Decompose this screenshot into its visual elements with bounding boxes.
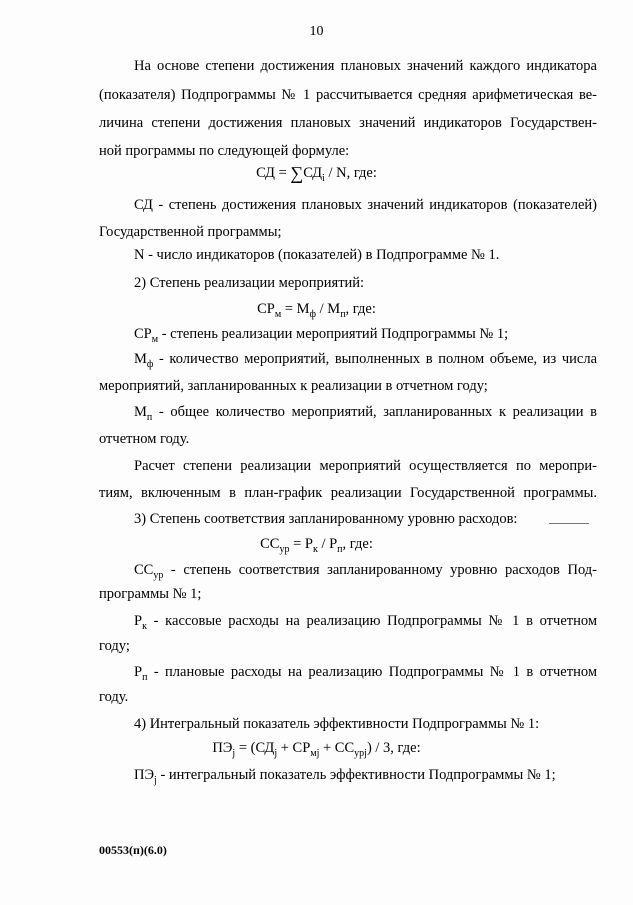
definition-line: N - число индикаторов (показателей) в Подпрограмме № 1. [134,247,500,263]
paragraph-line: ной программы по следующей формуле: [99,143,350,159]
paragraph-line: На основе степени достижения плановых значений каждого индикатора [134,58,597,74]
definition-line: программы № 1; [99,586,202,602]
footer-code: 00553(п)(6.0) [99,843,167,857]
definition-line: $М_п$ - общее количество мероприятий, запланированных к реализации в [134,404,597,423]
definition-line: Государственной программы; [99,224,282,240]
definition-line: СД - степень достижения плановых значений индикаторов (показателей) [134,197,597,213]
page-number: 10 [309,24,324,39]
definition-line: году. [99,689,129,705]
definition-line: $ПЭ_j$ - интегральный показатель эффективности Подпрограммы № 1; [134,767,556,786]
definition-line: году; [99,638,130,654]
section-heading: 3) Степень соответствия запланированному уровню расходов: [134,511,518,527]
formula-events: $СР_м = М_ф / М_п$, где: [257,301,376,320]
paragraph-line: тиям, включенным в план-график реализации Государственной программы. [99,485,597,501]
paragraph-line: (показателя) Подпрограммы № 1 рассчитывается средняя арифметическая ве- [99,87,597,103]
definition-line: $СС_{ур}$ - степень соответствия запланированному уровню расходов Под- [134,562,597,581]
sigma-symbol: ∑ [290,163,304,183]
formula-integral: $ПЭ_j = (СД_j + СР_{мj} + СС_{урj}) / 3$, где: [212,740,421,759]
definition-line: $Р_к$ - кассовые расходы на реализацию Подпрограммы № 1 в отчетном [134,613,597,632]
formula-expenses: $СС_{ур} = Р_к / Р_п$, где: [260,536,373,555]
section-heading: 4) Интегральный показатель эффективности Подпрограммы № 1: [134,716,540,732]
scan-mark [549,523,589,524]
definition-line: $СР_м$ - степень реализации мероприятий Подпрограммы № 1; [134,326,509,345]
definition-line: $М_ф$ - количество мероприятий, выполненных в полном объеме, из числа [134,351,597,370]
paragraph-line: Расчет степени реализации мероприятий осуществляется по меропри- [134,458,597,474]
definition-line: отчетном году. [99,431,190,447]
definition-line: мероприятий, запланированных к реализации в отчетном году; [99,378,488,394]
section-heading: 2) Степень реализации мероприятий: [134,275,365,291]
formula-average: СД = $\sum СД_i$ / N, где: [256,163,377,184]
paragraph-line: личина степени достижения плановых значений индикаторов Государствен- [99,115,597,131]
definition-line: $Р_п$ - плановые расходы на реализацию Подпрограммы № 1 в отчетном [134,664,597,683]
